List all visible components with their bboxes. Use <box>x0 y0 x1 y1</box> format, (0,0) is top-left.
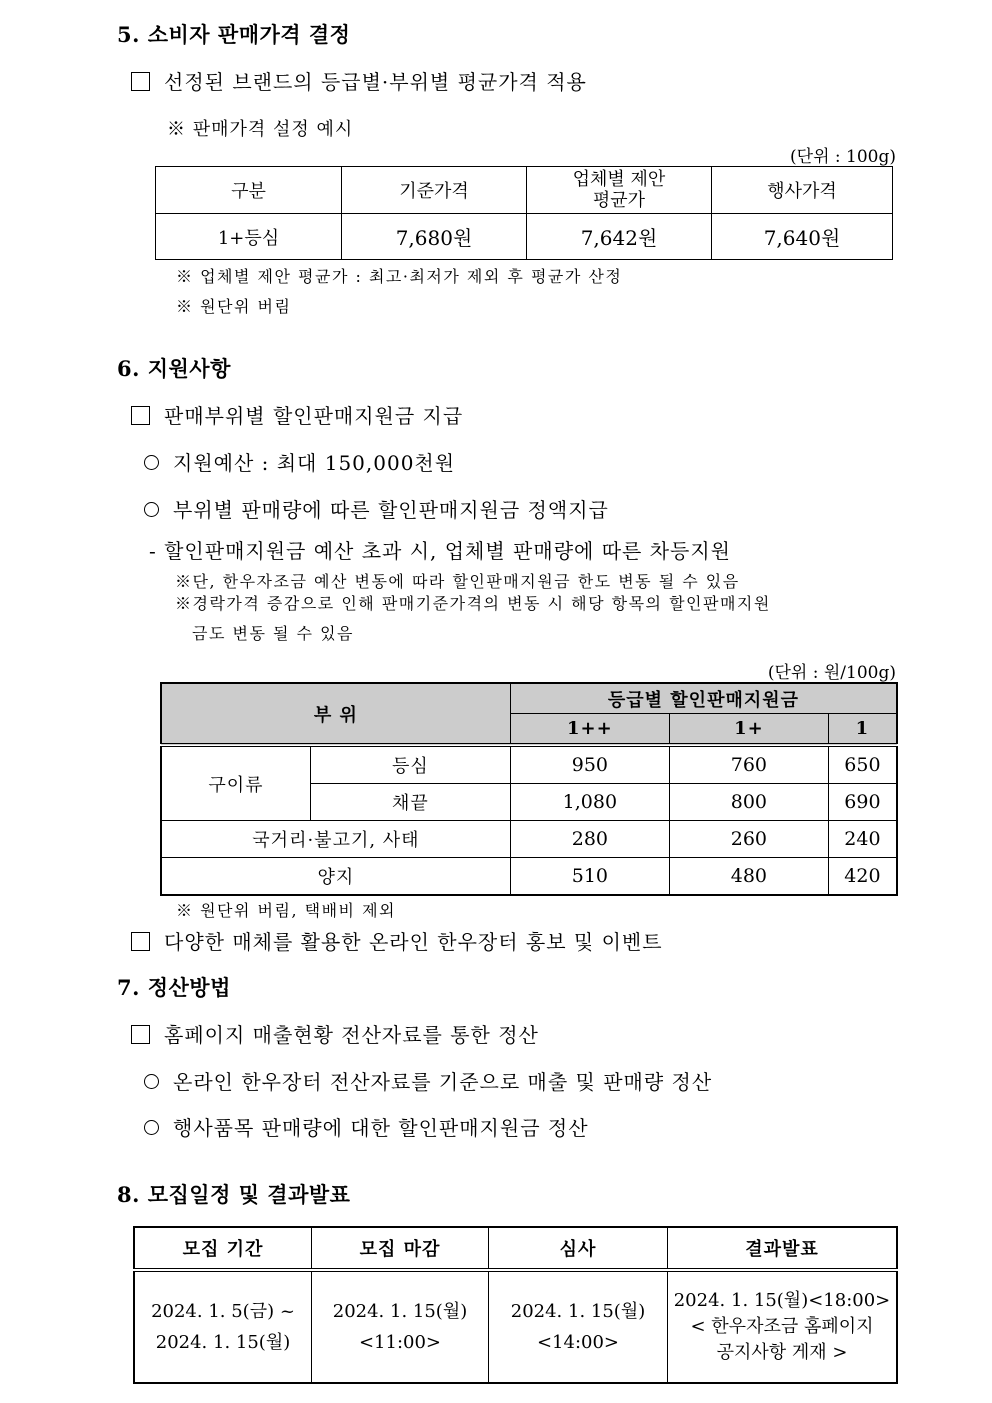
cell: 480 <box>669 858 828 896</box>
header-group: 등급별 할인판매지원금 <box>510 683 897 714</box>
unit-label-2: (단위 : 원/100g) <box>767 663 896 683</box>
cell: 7,642원 <box>527 214 712 260</box>
header-line: 업체별 제안 <box>572 169 666 190</box>
table-row <box>161 745 897 784</box>
header-cell: 모집 기간 <box>134 1227 312 1270</box>
square-bullet-icon <box>131 1025 150 1044</box>
bullet-text: 지원예산 : 최대 150,000천원 <box>173 451 456 475</box>
section-6-title: 6. 지원사항 <box>117 356 231 381</box>
note: ※단, 한우자조금 예산 변동에 따라 할인판매지원금 한도 변동 될 수 있음 <box>175 572 740 591</box>
cell-line: 2024. 1. 15(월)<18:00> <box>673 1290 891 1311</box>
header-cell: 결과발표 <box>668 1227 898 1270</box>
section-7-item <box>131 1019 539 1048</box>
bullet-text: 부위별 판매량에 따른 할인판매지원금 정액지급 <box>173 498 609 522</box>
table-row <box>156 214 893 260</box>
section-5-item-text: 선정된 브랜드의 등급별·부위별 평균가격 적용 <box>164 70 587 94</box>
cell: 650 <box>828 745 897 784</box>
schedule-table <box>133 1226 898 1384</box>
header-cell: 구분 <box>156 167 342 214</box>
header-cell: 기준가격 <box>342 167 527 214</box>
table-row <box>161 858 897 896</box>
cell: 260 <box>669 821 828 858</box>
cell-line: 2024. 1. 15(월) <box>332 1301 468 1322</box>
cell: 950 <box>510 745 669 784</box>
cell: 240 <box>828 821 897 858</box>
circle-bullet-icon <box>144 455 159 470</box>
section-7-title: 7. 정산방법 <box>117 975 231 1000</box>
cell: 800 <box>669 784 828 821</box>
bullet-text: 온라인 한우장터 전산자료를 기준으로 매출 및 판매량 정산 <box>173 1070 713 1094</box>
circle-bullet-icon <box>144 502 159 517</box>
cell-recruit-deadline <box>312 1270 489 1383</box>
cell: 760 <box>669 745 828 784</box>
part-label: 채끝 <box>311 784 511 821</box>
cell-line: 2024. 1. 15(월) <box>155 1332 291 1353</box>
bullet-text: 행사품목 판매량에 대한 할인판매지원금 정산 <box>173 1116 589 1140</box>
table-header-row <box>161 683 897 714</box>
header-line: 평균가 <box>592 190 646 211</box>
cell-recruit-period <box>134 1270 312 1383</box>
bullet-item <box>144 1112 589 1141</box>
cell: 7,640원 <box>712 214 893 260</box>
header-cell: 행사가격 <box>712 167 893 214</box>
table-header-row <box>134 1227 897 1270</box>
circle-bullet-icon <box>144 1074 159 1089</box>
cell: 280 <box>510 821 669 858</box>
cell: 420 <box>828 858 897 896</box>
bullet-item <box>144 447 455 476</box>
note: ※ 업체별 제안 평균가 : 최고·최저가 제외 후 평균가 산정 <box>176 267 623 286</box>
part-label: 양지 <box>161 858 510 896</box>
cell: 510 <box>510 858 669 896</box>
cell: 690 <box>828 784 897 821</box>
note: 금도 변동 될 수 있음 <box>192 624 354 643</box>
table-header-row <box>156 167 893 214</box>
section-6-item <box>131 400 463 429</box>
section-8-title: 8. 모집일정 및 결과발표 <box>117 1182 351 1207</box>
header-part: 부 위 <box>161 683 510 745</box>
cell: 7,680원 <box>342 214 527 260</box>
table-note: ※ 원단위 버림, 택배비 제외 <box>176 901 396 920</box>
cell-line: < 한우자조금 홈페이지 <box>690 1316 874 1337</box>
section-5-item <box>131 66 587 95</box>
cell-result <box>668 1270 898 1383</box>
example-title: ※ 판매가격 설정 예시 <box>167 119 354 140</box>
square-bullet-icon <box>131 406 150 425</box>
grade-header: 1+ <box>669 714 828 746</box>
cell-line: 공지사항 게재 > <box>716 1342 848 1363</box>
note: ※경락가격 증감으로 인해 판매기준가격의 변동 시 해당 항목의 할인판매지원 <box>175 594 771 613</box>
price-example-table <box>155 166 893 260</box>
bullet-item <box>144 494 609 523</box>
square-bullet-icon <box>131 932 150 951</box>
square-bullet-icon <box>131 72 150 91</box>
header-cell: 모집 마감 <box>312 1227 489 1270</box>
bullet-item <box>144 1066 712 1095</box>
group-label: 구이류 <box>161 745 311 821</box>
cell-review <box>489 1270 668 1383</box>
grade-header: 1++ <box>510 714 669 746</box>
section-5-title: 5. 소비자 판매가격 결정 <box>117 22 351 47</box>
part-label: 등심 <box>311 745 511 784</box>
circle-bullet-icon <box>144 1120 159 1135</box>
cell-line: 2024. 1. 5(금) ~ <box>151 1301 295 1322</box>
cell-line: <14:00> <box>536 1332 620 1353</box>
section-6-item <box>131 926 663 955</box>
table-row <box>161 821 897 858</box>
table-row <box>134 1270 897 1383</box>
section-7-item-text: 홈페이지 매출현황 전산자료를 통한 정산 <box>164 1023 539 1047</box>
cell-line: <11:00> <box>358 1332 442 1353</box>
header-cell: 심사 <box>489 1227 668 1270</box>
cell: 1+등심 <box>156 214 342 260</box>
unit-label-1: (단위 : 100g) <box>790 147 896 167</box>
note: ※ 원단위 버림 <box>176 297 292 316</box>
part-label: 국거리·불고기, 사태 <box>161 821 510 858</box>
section-6-item-text: 다양한 매체를 활용한 온라인 한우장터 홍보 및 이벤트 <box>164 930 663 954</box>
section-6-item-text: 판매부위별 할인판매지원금 지급 <box>164 404 464 428</box>
discount-support-table <box>160 682 898 896</box>
header-cell <box>527 167 712 214</box>
dash-item: - 할인판매지원금 예산 초과 시, 업체별 판매량에 따른 차등지원 <box>149 539 731 563</box>
cell-line: 2024. 1. 15(월) <box>510 1301 646 1322</box>
grade-header: 1 <box>828 714 897 746</box>
cell: 1,080 <box>510 784 669 821</box>
